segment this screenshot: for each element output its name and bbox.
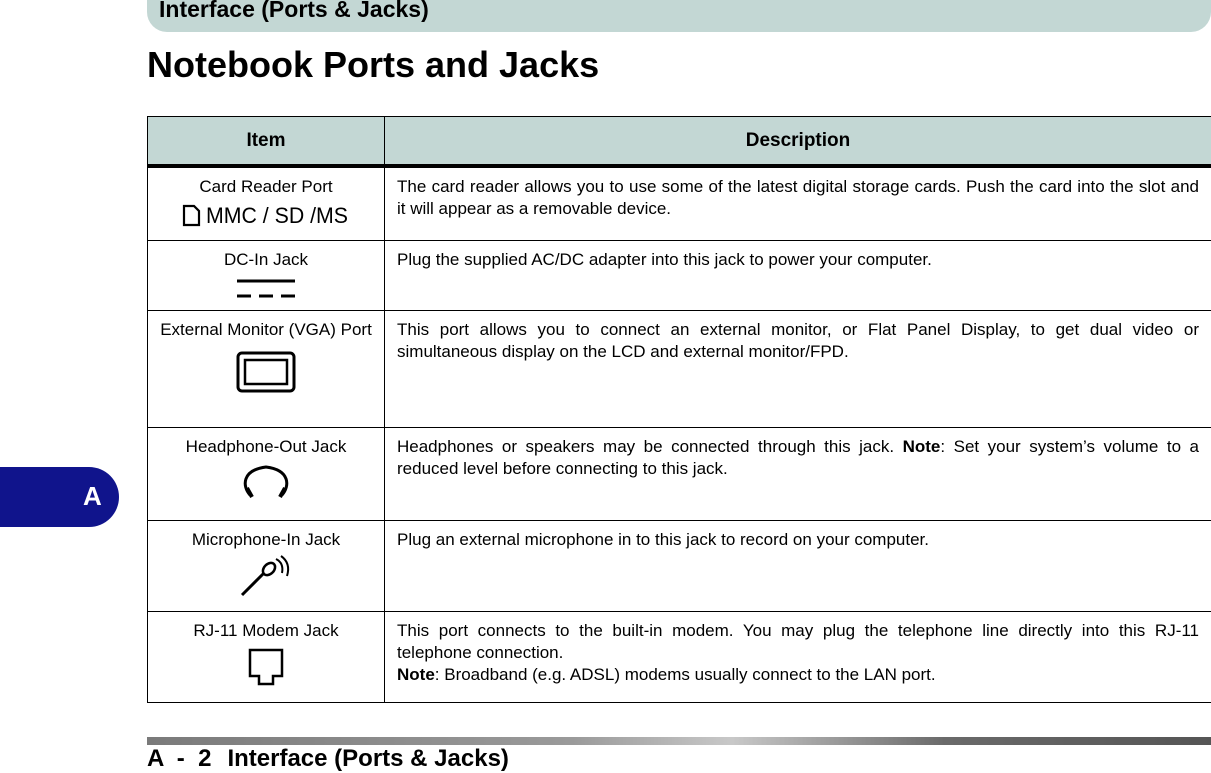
description-text: This port connects to the built-in modem. You may plug the telephone line directly into this RJ-11 telephone connection. [397, 620, 1199, 662]
item-cell [148, 611, 385, 702]
side-tab-label: A [83, 481, 102, 511]
footer [147, 745, 509, 773]
table-row [148, 520, 1211, 611]
item-label: Headphone-Out Jack [185, 436, 347, 456]
table-header-row [148, 117, 1211, 167]
monitor-icon [236, 351, 296, 395]
item-cell [148, 427, 385, 520]
table-row [148, 427, 1211, 520]
footer-page-number: A - 2 [147, 745, 212, 772]
description-cell [385, 166, 1211, 240]
column-header-description: Description [385, 117, 1211, 167]
table-row [148, 166, 1211, 240]
item-label: Microphone-In Jack [191, 529, 341, 549]
item-label: External Monitor (VGA) Port [160, 319, 372, 339]
description-cell [385, 520, 1211, 611]
header-tab [147, 0, 1211, 32]
description-text: Plug the supplied AC/DC adapter into this jack to power your computer. [397, 249, 932, 269]
footer-title: Interface (Ports & Jacks) [227, 745, 509, 772]
description-cell [385, 240, 1211, 310]
ports-table [147, 116, 1211, 703]
note-text: : Set your system’s volume to a reduced level before connecting to this jack. [397, 436, 1199, 478]
note-label: Note [397, 664, 435, 684]
note-label: Note [902, 436, 941, 456]
description-text: Headphones or speakers may be connected through this jack. [397, 436, 903, 456]
item-cell [148, 520, 385, 611]
table-row [148, 611, 1211, 702]
item-label: DC-In Jack [223, 249, 309, 269]
table-row [148, 310, 1211, 427]
item-cell [148, 240, 385, 310]
note-text: : Broadband (e.g. ADSL) modems usually connect to the LAN port. [434, 664, 936, 684]
table-row [148, 240, 1211, 310]
card-reader-icon [180, 202, 352, 228]
dc-in-icon [235, 275, 297, 301]
footer-divider [147, 737, 1211, 745]
description-text: Plug an external microphone in to this jack to record on your computer. [397, 529, 930, 549]
item-label: Card Reader Port [199, 177, 333, 196]
modem-jack-icon [246, 646, 286, 692]
description-text: This port allows you to connect an external monitor, or Flat Panel Display, to get dual video or simultaneous display on the LCD and external monitor/FPD. [397, 319, 1199, 361]
header-title: Interface (Ports & Jacks) [159, 0, 429, 22]
appendix-side-tab [0, 467, 119, 527]
card-reader-icon-text: MMC / SD /MS [206, 203, 348, 228]
microphone-icon [236, 555, 296, 601]
column-header-item: Item [148, 117, 385, 167]
headphone-icon [238, 462, 294, 500]
description-cell [385, 611, 1211, 702]
description-text: The card reader allows you to use some of the latest digital storage cards. Push the card into the slot and it will appear as a removable device. [397, 177, 1199, 218]
item-label: RJ-11 Modem Jack [193, 620, 339, 640]
item-cell [148, 166, 385, 240]
item-cell [148, 310, 385, 427]
description-cell [385, 310, 1211, 427]
description-cell [385, 427, 1211, 520]
page-title: Notebook Ports and Jacks [147, 44, 600, 85]
